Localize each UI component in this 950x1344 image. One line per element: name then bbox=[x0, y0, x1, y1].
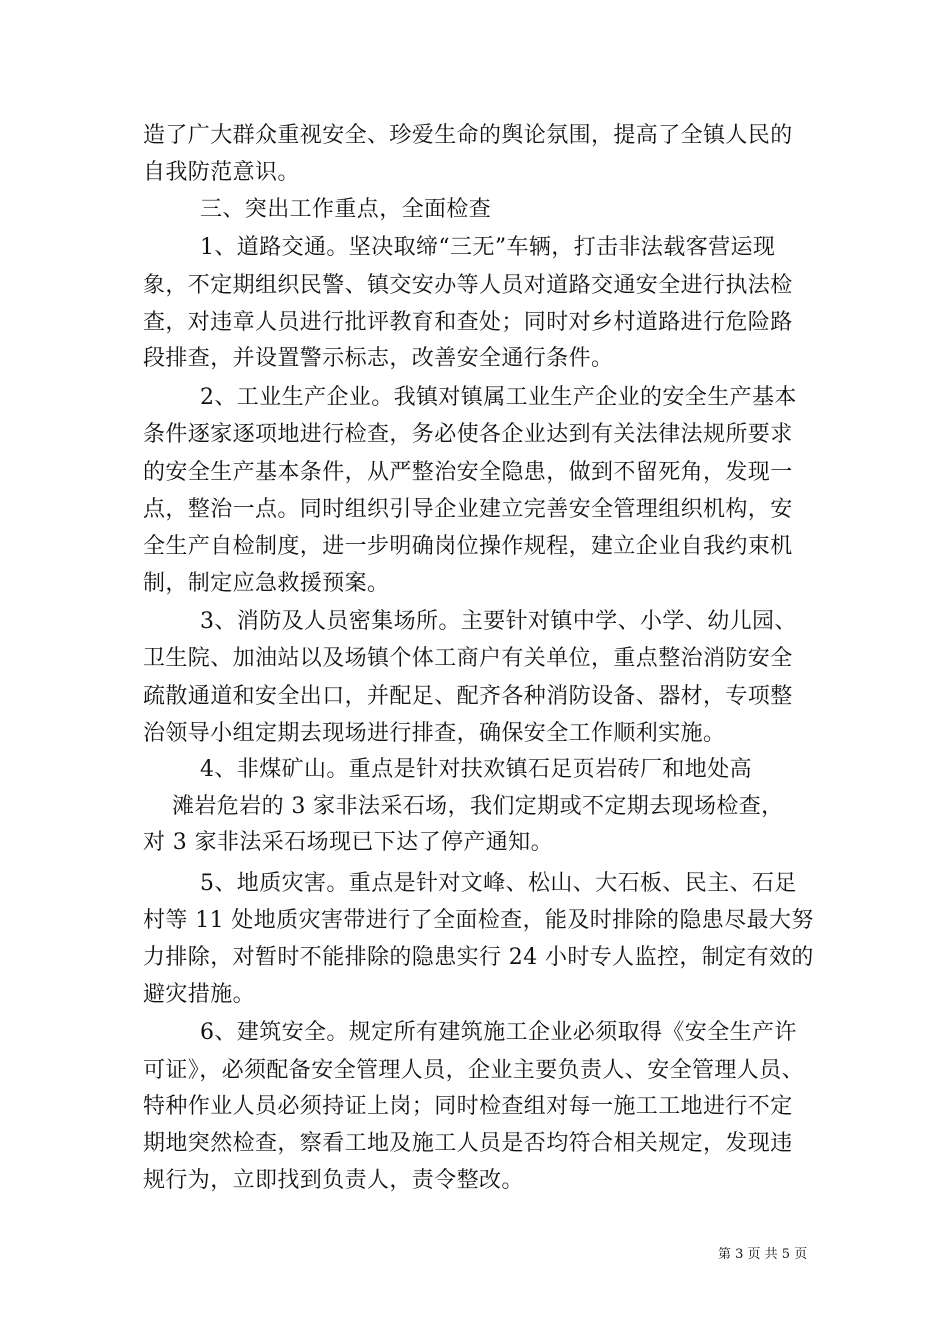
text-line: 全生产自检制度，进一步明确岗位操作规程，建立企业自我约束机 bbox=[143, 534, 793, 559]
text-line: 3、消防及人员密集场所。主要针对镇中学、小学、幼儿园、 bbox=[200, 609, 797, 634]
text-line: 对 3 家非法采石场现已下达了停产通知。 bbox=[143, 830, 553, 855]
text-line: 避灾措施。 bbox=[143, 982, 256, 1007]
text-line: 点，整治一点。同时组织引导企业建立完善安全管理组织机构，安 bbox=[143, 497, 793, 522]
text-line: 自我防范意识。 bbox=[143, 160, 300, 185]
text-line: 可证》，必须配备安全管理人员，企业主要负责人、安全管理人员、 bbox=[143, 1058, 805, 1083]
text-line: 的安全生产基本条件，从严整治安全隐患，做到不留死角，发现一 bbox=[143, 460, 793, 485]
text-line: 6、建筑安全。规定所有建筑施工企业必须取得《安全生产许 bbox=[200, 1020, 797, 1045]
text-line: 特种作业人员必须持证上岗；同时检查组对每一施工工地进行不定 bbox=[143, 1094, 793, 1119]
text-line: 5、地质灾害。重点是针对文峰、松山、大石板、民主、石足 bbox=[200, 871, 797, 896]
text-line: 规行为，立即找到负责人，责令整改。 bbox=[143, 1168, 524, 1193]
text-line: 治领导小组定期去现场进行排查，确保安全工作顺利实施。 bbox=[143, 721, 726, 746]
text-line: 疏散通道和安全出口，并配足、配齐各种消防设备、器材，专项整 bbox=[143, 684, 793, 709]
page-number: 第 3 页 共 5 页 bbox=[718, 1247, 808, 1262]
text-line: 1、道路交通。坚决取缔“三无”车辆，打击非法载客营运现 bbox=[200, 235, 776, 260]
text-line: 造了广大群众重视安全、珍爱生命的舆论氛围，提高了全镇人民的 bbox=[143, 123, 793, 148]
text-line: 象，不定期组织民警、镇交安办等人员对道路交通安全进行执法检 bbox=[143, 273, 793, 298]
text-line: 2、工业生产企业。我镇对镇属工业生产企业的安全生产基本 bbox=[200, 385, 797, 410]
text-line: 滩岩危岩的 3 家非法采石场，我们定期或不定期去现场检查， bbox=[172, 794, 784, 819]
text-line: 条件逐家逐项地进行检查，务必使各企业达到有关法律法规所要求 bbox=[143, 422, 793, 447]
text-line: 期地突然检查，察看工地及施工人员是否均符合相关规定，发现违 bbox=[143, 1131, 793, 1156]
text-line: 村等 11 处地质灾害带进行了全面检查，能及时排除的隐患尽最大努 bbox=[143, 908, 814, 933]
text-line: 段排查，并设置警示标志，改善安全通行条件。 bbox=[143, 346, 614, 371]
text-line: 制，制定应急救援预案。 bbox=[143, 571, 390, 596]
section-heading: 三、突出工作重点，全面检查 bbox=[200, 197, 492, 222]
text-line: 力排除，对暂时不能排除的隐患实行 24 小时专人监控，制定有效的 bbox=[143, 945, 814, 970]
text-line: 4、非煤矿山。重点是针对扶欢镇石足页岩砖厂和地处高 bbox=[200, 757, 752, 782]
text-line: 卫生院、加油站以及场镇个体工商户有关单位，重点整治消防安全 bbox=[143, 646, 793, 671]
text-line: 查，对违章人员进行批评教育和查处；同时对乡村道路进行危险路 bbox=[143, 310, 793, 335]
